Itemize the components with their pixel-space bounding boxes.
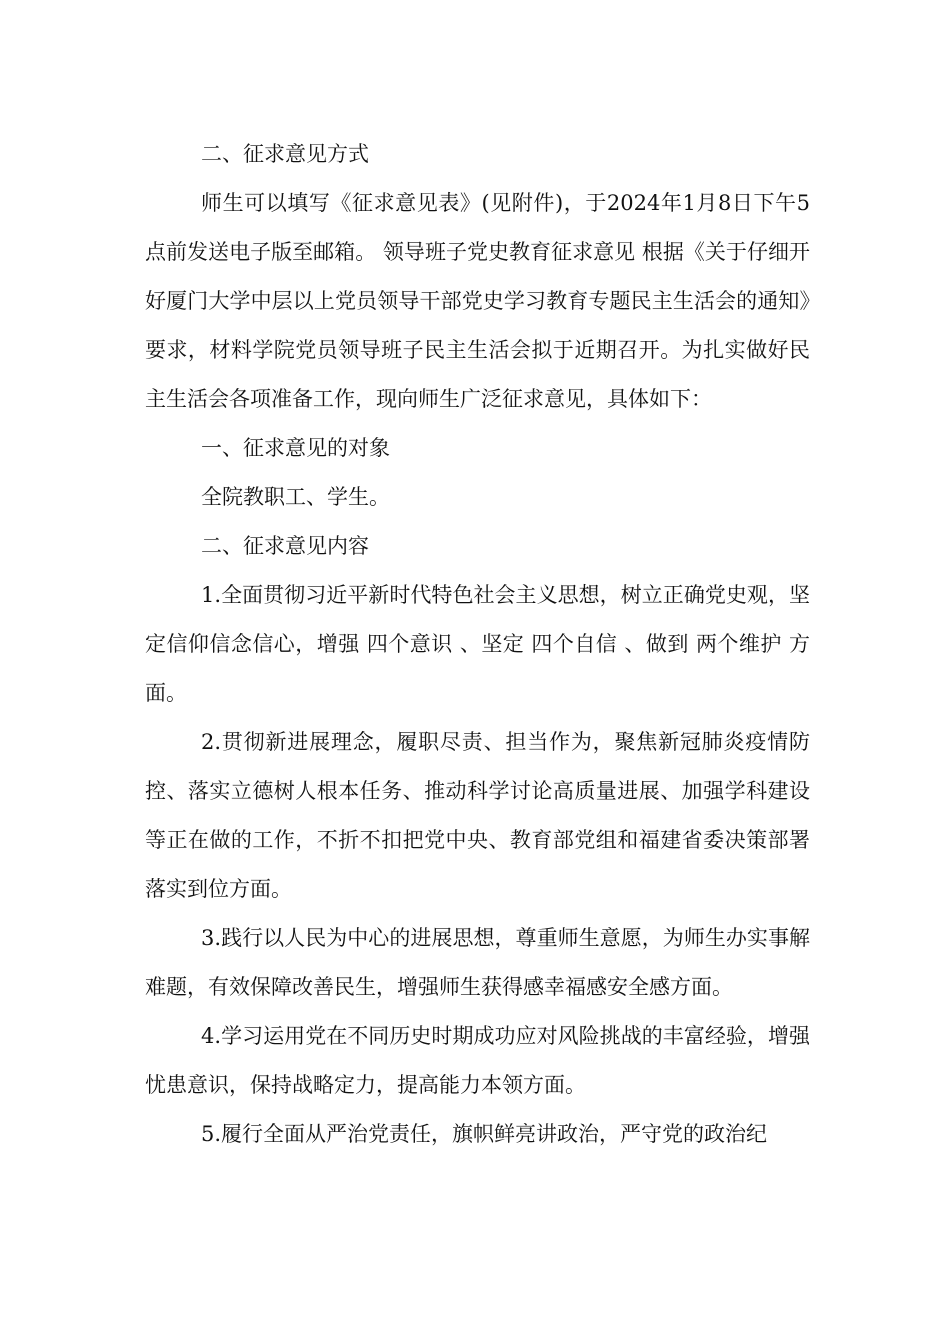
section-heading-feedback-target: 一、征求意见的对象 bbox=[201, 436, 390, 460]
section-heading-feedback-method: 二、征求意见方式 bbox=[201, 142, 369, 166]
paragraph-submission-instructions: 师生可以填写《征求意见表》(见附件)，于2024年1月8日下午5点前发送电子版至邮箱。 领导班子党史教育征求意见 根据《关于仔细开好厦门大学中层以上党员领导干部党史学习教育专题民主生活会的通知》要求，材料学院党员领导班子民主生活会拟于近期召开。为扎实做好民主生活会各项准备工作，现向师生广泛征求意见，具体如下： bbox=[145, 191, 810, 411]
paragraph-target-audience: 全院教职工、学生。 bbox=[201, 485, 390, 509]
section-heading-feedback-content: 二、征求意见内容 bbox=[201, 534, 369, 558]
list-item-4: 4.学习运用党在不同历史时期成功应对风险挑战的丰富经验，增强忧患意识，保持战略定力，提高能力本领方面。 bbox=[145, 1024, 810, 1097]
list-item-1: 1.全面贯彻习近平新时代特色社会主义思想，树立正确党史观，坚定信仰信念信心，增强 四个意识 、坚定 四个自信 、做到 两个维护 方面。 bbox=[145, 583, 810, 705]
document-body bbox=[145, 130, 810, 1159]
list-item-5: 5.履行全面从严治党责任，旗帜鲜亮讲政治，严守党的政治纪 bbox=[201, 1122, 768, 1146]
list-item-2: 2.贯彻新进展理念，履职尽责、担当作为，聚焦新冠肺炎疫情防控、落实立德树人根本任务、推动科学讨论高质量进展、加强学科建设等正在做的工作，不折不扣把党中央、教育部党组和福建省委决策部署落实到位方面。 bbox=[145, 730, 810, 901]
list-item-3: 3.践行以人民为中心的进展思想，尊重师生意愿，为师生办实事解难题，有效保障改善民生，增强师生获得感幸福感安全感方面。 bbox=[145, 926, 810, 999]
